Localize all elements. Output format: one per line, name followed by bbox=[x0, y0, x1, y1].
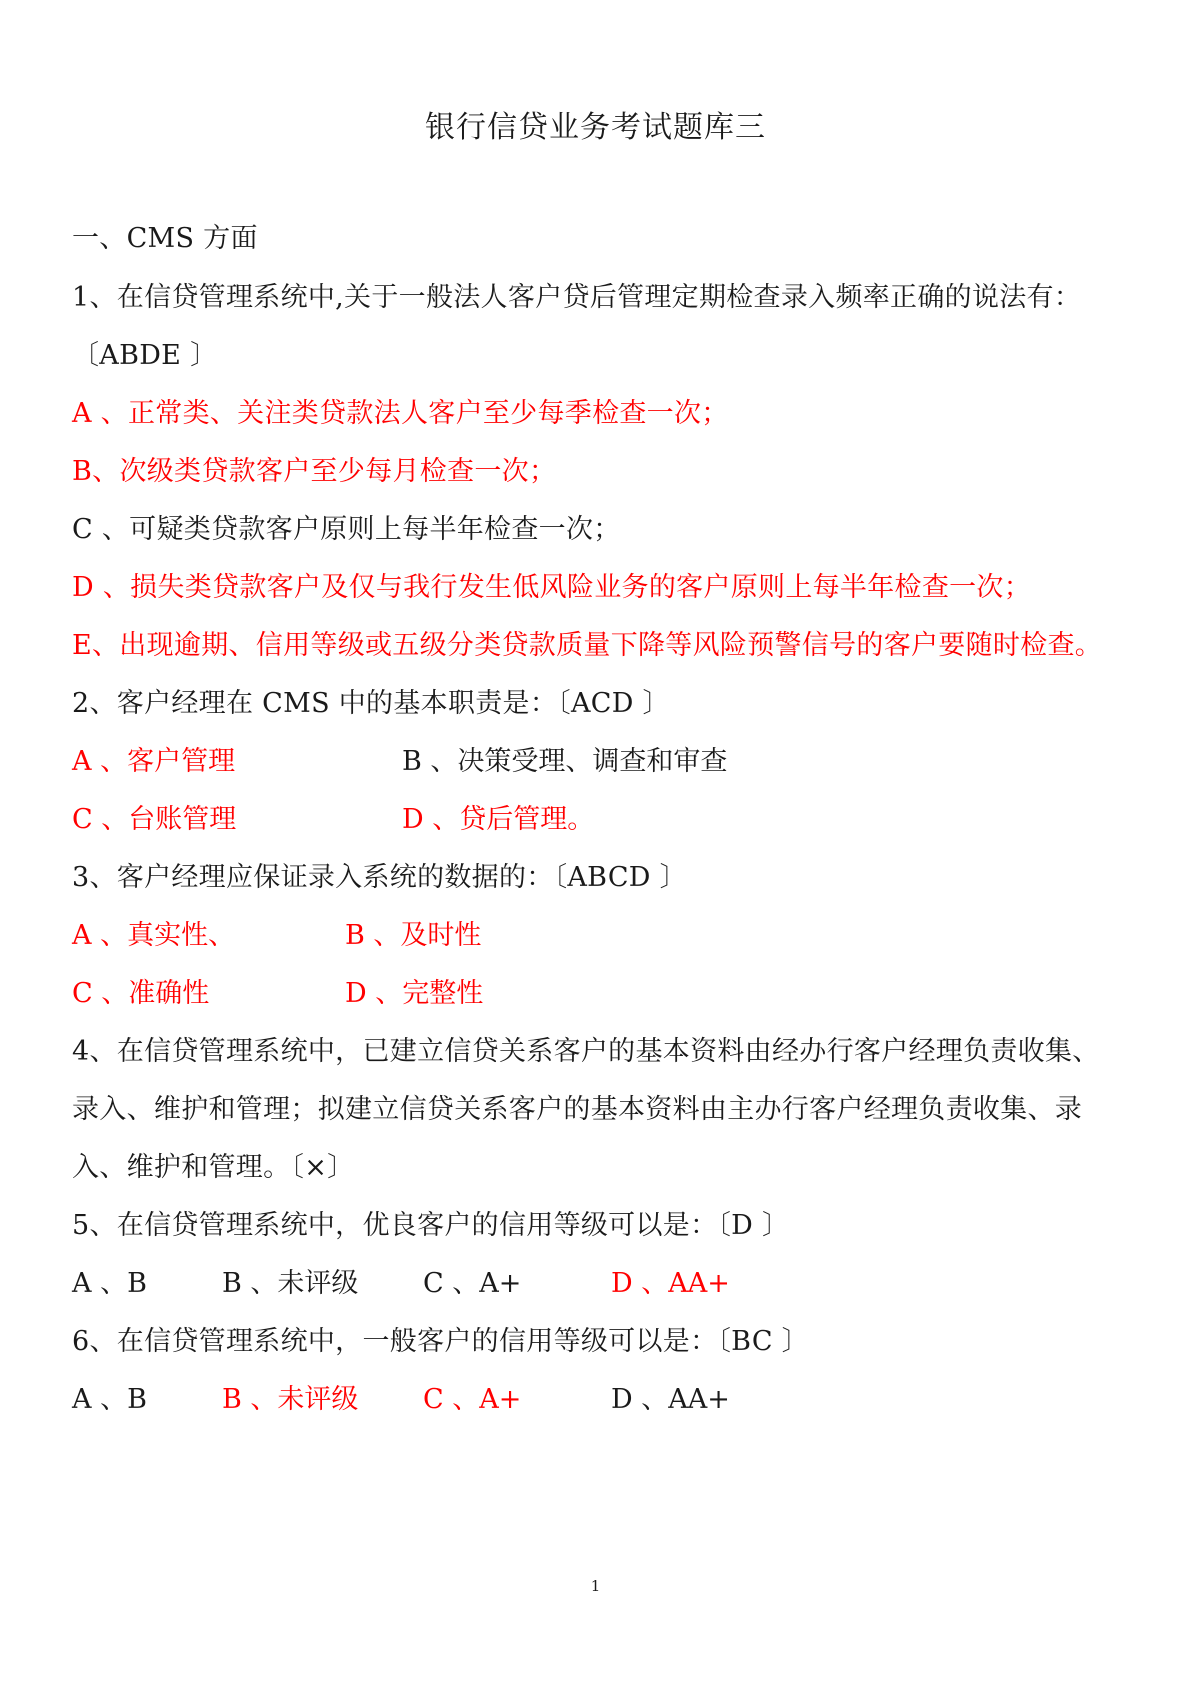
question-5-option-c: C 、A+ bbox=[423, 1268, 522, 1299]
question-3-stem: 3、客户经理应保证录入系统的数据的：〔ABCD 〕 bbox=[72, 862, 687, 893]
question-3-option-b: B 、及时性 bbox=[345, 920, 482, 951]
question-1-option-c: C 、可疑类贷款客户原则上每半年检查一次； bbox=[72, 514, 621, 545]
question-6-option-a: A 、B bbox=[72, 1384, 147, 1415]
question-3-option-a: A 、真实性、 bbox=[72, 920, 236, 951]
question-1-option-e: E、出现逾期、信用等级或五级分类贷款质量下降等风险预警信号的客户要随时检查。 bbox=[72, 630, 1103, 661]
question-2-stem: 2、客户经理在 CMS 中的基本职责是：〔ACD 〕 bbox=[72, 688, 670, 719]
question-1-option-d: D 、损失类贷款客户及仅与我行发生低风险业务的客户原则上每半年检查一次； bbox=[72, 572, 1032, 603]
question-1-answer: 〔ABDE 〕 bbox=[72, 340, 218, 371]
question-4-line-2: 录入、维护和管理；拟建立信贷关系客户的基本资料由主办行客户经理负责收集、录 bbox=[72, 1094, 1083, 1125]
question-6-option-d: D 、AA+ bbox=[611, 1384, 730, 1415]
question-6-option-c: C 、A+ bbox=[423, 1384, 522, 1415]
question-5-option-a: A 、B bbox=[72, 1268, 147, 1299]
question-2-option-a: A 、客户管理 bbox=[72, 746, 236, 777]
question-3-option-c: C 、准确性 bbox=[72, 978, 210, 1009]
question-1-option-b: B、次级类贷款客户至少每月检查一次； bbox=[72, 456, 557, 487]
question-5-stem: 5、在信贷管理系统中，优良客户的信用等级可以是：〔D 〕 bbox=[72, 1210, 790, 1241]
question-4-line-3: 入、维护和管理。〔×〕 bbox=[72, 1152, 355, 1183]
page-title: 银行信贷业务考试题库三 bbox=[425, 110, 766, 145]
question-6-option-b: B 、未评级 bbox=[222, 1384, 359, 1415]
question-5-option-b: B 、未评级 bbox=[222, 1268, 359, 1299]
section-heading: 一、CMS 方面 bbox=[72, 223, 258, 254]
question-1-stem: 1、在信贷管理系统中,关于一般法人客户贷后管理定期检查录入频率正确的说法有： bbox=[72, 282, 1082, 313]
page-number: 1 bbox=[590, 1577, 601, 1595]
question-2-option-b: B 、决策受理、调查和审查 bbox=[402, 746, 728, 777]
question-1-option-a: A 、正常类、关注类贷款法人客户至少每季检查一次； bbox=[72, 398, 729, 429]
question-4-line-1: 4、在信贷管理系统中，已建立信贷关系客户的基本资料由经办行客户经理负责收集、 bbox=[72, 1036, 1100, 1067]
question-2-option-d: D 、贷后管理。 bbox=[402, 804, 595, 835]
question-2-option-c: C 、台账管理 bbox=[72, 804, 237, 835]
question-6-stem: 6、在信贷管理系统中，一般客户的信用等级可以是：〔BC 〕 bbox=[72, 1326, 809, 1357]
question-5-option-d: D 、AA+ bbox=[611, 1268, 730, 1299]
question-3-option-d: D 、完整性 bbox=[345, 978, 484, 1009]
